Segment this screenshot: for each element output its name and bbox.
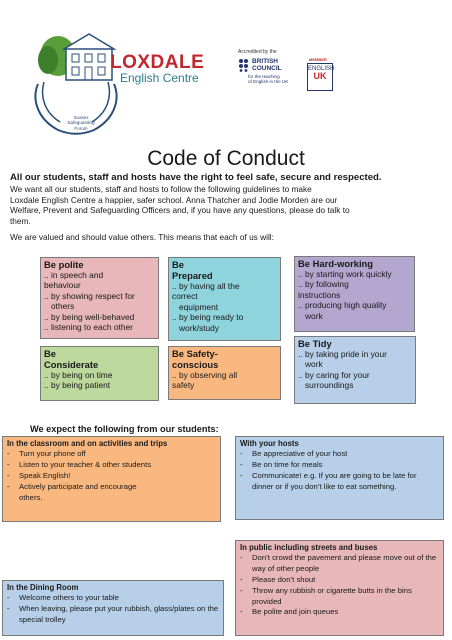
section-dining-room (2, 580, 224, 636)
list-item: - Listen to your teacher & other students (7, 460, 152, 470)
intro-paragraph (10, 184, 442, 227)
list-item: - When leaving, please put your rubbish, glass/plates on the special trolley (7, 604, 219, 624)
card-be-safety-conscious (168, 346, 281, 400)
list-item-text: Be polite and join queues (252, 607, 339, 617)
english-uk-logo (307, 63, 333, 91)
list-item: - Be appreciative of your host (240, 449, 348, 459)
card-line: .. by showing respect for (44, 290, 135, 301)
list-item: - Welcome others to your table (7, 593, 119, 603)
card-line: work (298, 310, 323, 321)
card-line: .. by having all the (172, 281, 240, 291)
card-line: .. by being ready to (172, 312, 244, 323)
list-item: - Be on time for meals (240, 460, 323, 470)
list-item: - Please don’t shout (240, 575, 316, 584)
section-classroom (2, 436, 221, 522)
list-item: - Throw any rubbish or cigarette butts in the bins provided (240, 586, 439, 608)
bc-line-2: COUNCIL (252, 65, 282, 72)
card-line: .. by being on time (44, 370, 113, 380)
intro-line: We want all our students, staff and hosts to follow the following guidelines to make (10, 184, 312, 194)
english-uk-line-1: ENGLISH (308, 66, 335, 72)
list-item: - Communicate! e.g. If you are going to be late for dinner or if you don’t like to eat something. (240, 471, 439, 493)
intro-line: Loxdale English Centre a happier, safer school. Anna Thatcher and Jodie Morden are our (10, 194, 338, 205)
list-item-text: Be appreciative of your host (252, 449, 348, 459)
card-line: correct (172, 291, 198, 302)
card-line: equipment (172, 301, 219, 312)
section-hosts (235, 436, 444, 520)
sussex-line-1: Sussex (73, 115, 89, 120)
card-title: Be Safety- (172, 348, 218, 359)
intro-line: them. (10, 216, 31, 227)
section-title: In public including streets and buses (240, 543, 378, 552)
list-item: - Be polite and join queues (240, 607, 339, 617)
section-title: In the classroom and on activities and trips (7, 439, 168, 448)
card-line: .. by taking pride in your (298, 349, 387, 359)
bc-line-1: BRITISH (252, 58, 278, 65)
card-line: work/study (172, 322, 220, 333)
list-item-text: Please don’t shout (252, 575, 316, 584)
intro-line: Welfare, Prevent and Safeguarding Officers and, if you have any questions, please do talk to (10, 205, 350, 216)
section-title: In the Dining Room (7, 583, 79, 592)
card-title: Considerate (44, 359, 99, 370)
intro-statement: All our students, staff and hosts have the right to feel safe, secure and respected. (10, 172, 382, 183)
card-title: Be (172, 259, 184, 270)
card-line: .. by being patient (44, 380, 111, 391)
list-item-text: Throw any rubbish or cigarette butts in the bins provided (252, 585, 412, 606)
card-title: conscious (172, 359, 219, 370)
expectations-heading: We expect the following from our students: (30, 424, 219, 434)
list-item-text: Listen to your teacher & other students (19, 460, 152, 470)
card-be-polite (40, 257, 159, 339)
card-line: .. by being well-behaved (44, 311, 135, 322)
british-council-icon (238, 58, 250, 72)
page-title: Code of Conduct (147, 147, 305, 170)
brand-name: LOXDALE (110, 52, 205, 73)
sussex-line-3: Forum (74, 125, 88, 131)
list-item-text: Be on time for meals (252, 460, 323, 470)
bc-sub-line-2: of English in the UK (248, 79, 289, 85)
card-line: .. by caring for your (298, 369, 370, 380)
card-title: Be Tidy (298, 338, 332, 349)
card-line: .. producing high quality (298, 300, 387, 311)
list-item-text: Welcome others to your table (19, 593, 119, 603)
card-line: behaviour (44, 280, 81, 291)
list-item-text: When leaving, please put your rubbish, glass/plates on the special trolley (19, 604, 219, 624)
card-be-tidy (294, 336, 416, 404)
card-line: .. in speech and (44, 270, 104, 280)
card-line: .. listening to each other (44, 322, 133, 333)
card-line: safety (172, 380, 195, 391)
card-title: Prepared (172, 270, 213, 281)
values-statement: We are valued and should value others. This means that each of us will: (10, 232, 274, 242)
member-label: MEMBER (309, 57, 327, 62)
sussex-safeguarding-text (58, 115, 104, 131)
list-item-text: Communicate! e.g. If you are going to be late for dinner or if you don’t like to eat something. (252, 471, 417, 491)
section-public (235, 540, 444, 636)
card-line: surroundings (298, 380, 354, 391)
list-item: - Speak English! (7, 471, 71, 480)
brand-subtitle: English Centre (120, 71, 199, 85)
card-line: work (298, 359, 323, 370)
card-title: Be polite (44, 259, 84, 270)
section-title: With your hosts (240, 439, 299, 448)
english-uk-line-2: UK (313, 71, 327, 81)
accredited-label: Accredited by the (238, 49, 277, 55)
sussex-line-2: Safeguarding (67, 120, 95, 126)
list-item-text: Speak English! (19, 471, 71, 480)
card-title: Be (44, 348, 56, 359)
list-item-text: Don’t crowd the pavement and please move out of the way of other people (252, 553, 437, 574)
bc-sub-line-1: for the teaching (248, 74, 280, 79)
card-line: others (44, 301, 75, 312)
list-item: - Don’t crowd the pavement and please move out of the way of other people (240, 553, 439, 575)
list-item-text: Actively participate and encourage others. (19, 481, 137, 502)
card-be-considerate (40, 346, 159, 401)
card-line: .. by observing all (172, 370, 238, 380)
card-line: instructions (298, 289, 341, 300)
list-item-text: Turn your phone off (19, 449, 86, 459)
british-council-name (252, 58, 282, 72)
card-title: Be Hard-working (298, 258, 374, 269)
card-be-prepared (168, 257, 281, 341)
british-council-subtitle (248, 74, 288, 85)
list-item: - Actively participate and encourage others. (7, 482, 216, 504)
card-be-hard-working (294, 256, 415, 332)
card-line: .. by starting work quickly (298, 269, 392, 279)
list-item: - Turn your phone off (7, 449, 86, 459)
card-line: .. by following (298, 279, 349, 290)
